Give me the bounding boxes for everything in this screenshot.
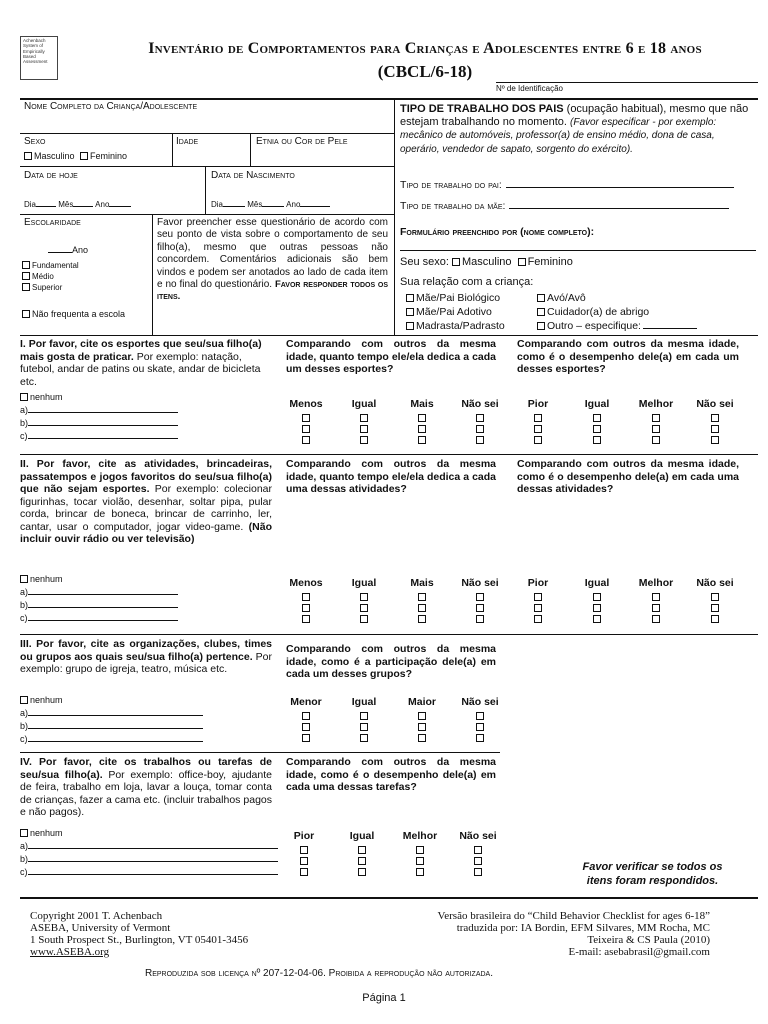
checkbox[interactable]	[476, 734, 484, 742]
col-header: Pior	[293, 830, 315, 842]
nenhum-label: nenhum	[30, 695, 63, 705]
checkbox[interactable]	[537, 308, 545, 316]
example-text: Por exemplo: office-boy, ajudante de feira, trabalho em loja, lavar a louça, tomar conta de crianças, fazer a cama etc. (incluir trabalhos pagos e não pagos).	[20, 768, 272, 818]
option-label: Não frequenta a escola	[32, 309, 126, 319]
answer-line[interactable]	[20, 733, 203, 746]
col-header: Mais	[410, 398, 434, 410]
logo-line: Achenbach	[23, 38, 46, 43]
scale-col	[692, 577, 738, 624]
checkbox[interactable]	[476, 604, 484, 612]
aseba-link[interactable]: www.ASEBA.org	[30, 946, 110, 958]
checkbox[interactable]	[360, 734, 368, 742]
tipo-hint: (Favor especificar - por exemplo: mecânico de automóveis, professor(a) de ensino médio, dona de casa, operário, vendedor de sapato, sorgento do exército).	[400, 116, 717, 155]
answer-line[interactable]	[20, 853, 278, 866]
copyright-line: ASEBA, University of Vermont	[30, 922, 171, 934]
divider	[172, 133, 173, 166]
checkbox[interactable]	[711, 414, 719, 422]
scale-col	[341, 577, 387, 624]
section-2-question	[20, 458, 272, 546]
scale-col	[283, 577, 329, 624]
col-header: Igual	[584, 577, 610, 589]
divider	[20, 214, 394, 215]
scale-col	[339, 830, 385, 877]
checkbox[interactable]	[416, 868, 424, 876]
answer-letter: c)	[20, 613, 28, 623]
checkbox[interactable]	[476, 615, 484, 623]
answer-line[interactable]	[20, 430, 178, 443]
checkbox[interactable]	[360, 723, 368, 731]
checkbox[interactable]	[406, 322, 414, 330]
scale-col	[399, 398, 445, 445]
section-1-compare-1: Comparando com outros da mesma idade, quanto tempo ele/ela dedica a cada um desses esportes?	[286, 338, 496, 375]
checkbox[interactable]	[302, 414, 310, 422]
checkbox[interactable]	[534, 604, 542, 612]
checkbox[interactable]	[416, 846, 424, 854]
etnia-label: Etnia ou Cor de Pele	[256, 136, 348, 147]
option-label: Mãe/Pai Adotivo	[416, 306, 492, 318]
option-label: Outro – especifique:	[547, 320, 641, 332]
checkbox[interactable]	[537, 322, 545, 330]
checkbox[interactable]	[652, 604, 660, 612]
footer-copyright	[30, 910, 248, 958]
checkbox[interactable]	[302, 436, 310, 444]
checkbox[interactable]	[360, 604, 368, 612]
checkbox[interactable]	[593, 615, 601, 623]
email-link[interactable]: E-mail: asebabrasil@gmail.com	[568, 946, 710, 958]
section-3-scale-1	[283, 696, 503, 743]
checkbox[interactable]	[476, 712, 484, 720]
checkbox[interactable]	[418, 712, 426, 720]
answer-letter: a)	[20, 841, 29, 851]
divider	[20, 335, 758, 336]
divider	[20, 166, 394, 167]
checkbox[interactable]	[534, 615, 542, 623]
answer-letter: b)	[20, 854, 29, 864]
answer-letter: c)	[20, 734, 28, 744]
checkbox[interactable]	[302, 604, 310, 612]
checkbox[interactable]	[300, 846, 308, 854]
checkbox[interactable]	[358, 868, 366, 876]
question-text: IV. Por favor, cite os trabalhos ou tarefas de seu/sua filho(a).	[20, 756, 272, 781]
checkbox[interactable]	[476, 425, 484, 433]
note-text: (Não incluir ouvir rádio ou ver televisão)	[20, 520, 272, 545]
option-label: Mãe/Pai Biológico	[416, 292, 501, 304]
mae-field[interactable]	[400, 200, 729, 212]
answer-line[interactable]	[20, 840, 278, 853]
tipo-title: TIPO DE TRABALHO DOS PAIS	[400, 103, 564, 115]
checkbox[interactable]	[652, 425, 660, 433]
section-2-compare-2: Comparando com outros da mesma idade, como é o desempenho dele(a) em cada uma dessas atividades?	[517, 458, 739, 495]
scale-col	[633, 577, 679, 624]
col-header: Pior	[527, 577, 549, 589]
logo-line: System of	[23, 43, 44, 49]
divider	[20, 454, 758, 455]
sexo-options	[24, 151, 127, 161]
version-line: traduzida por: IA Bordin, EFM Silvares, MM Rocha, MC	[456, 922, 710, 934]
copyright-line: Copyright 2001 T. Achenbach	[30, 910, 163, 922]
col-header: Melhor	[402, 830, 438, 842]
formulario-label: Formulário preenchido por (nome completo):	[400, 226, 595, 238]
section-2-scale-1	[283, 577, 503, 624]
version-line: Versão brasileira do “Child Behavior Checklist for ages 6-18”	[437, 910, 710, 922]
answer-letter: b)	[20, 721, 29, 731]
checkbox[interactable]	[476, 436, 484, 444]
checkbox[interactable]	[406, 308, 414, 316]
scale-col	[281, 830, 327, 877]
answer-letter: c)	[20, 867, 28, 877]
nenhum-label: nenhum	[30, 392, 63, 402]
col-header: Não sei	[461, 696, 499, 708]
checkbox[interactable]	[534, 593, 542, 601]
checkbox[interactable]	[360, 425, 368, 433]
nome-label: Nome Completo da Criança/Adolescente	[24, 101, 198, 112]
checkbox[interactable]	[534, 414, 542, 422]
scale-col	[457, 398, 503, 445]
option-label: Cuidador(a) de abrigo	[547, 306, 650, 318]
checkbox[interactable]	[476, 593, 484, 601]
question-text: III. Por favor, cite as organizações, clubes, times ou grupos aos quais seu/sua filho(a) pertence.	[20, 638, 272, 663]
question-text: II. Por favor, cite as atividades, brincadeiras, passatempos e jogos favoritos do seu/sua filho(a) que não sejam esportes.	[20, 458, 272, 495]
checkbox[interactable]	[24, 152, 32, 160]
id-number-field[interactable]	[496, 82, 758, 93]
option-label: Feminino	[90, 151, 128, 161]
answer-letter: a)	[20, 405, 29, 415]
checkbox[interactable]	[652, 615, 660, 623]
col-header: Melhor	[638, 398, 674, 410]
idade-label: Idade	[176, 136, 199, 147]
checkbox[interactable]	[22, 283, 30, 291]
aseba-logo	[20, 36, 58, 80]
col-header: Maior	[407, 696, 436, 708]
scale-col	[574, 398, 620, 445]
instructions-text: Favor preencher esse questionário de acordo com seu ponto de vista sobre o comportamento de seu filho(a), mesmo que outras pessoas não concordem. Comentários adicionais são bem vindos e podem ser anotados ao lado de cada item e no final do questionário.	[157, 217, 388, 291]
checkbox[interactable]	[22, 310, 30, 318]
nenhum-label: nenhum	[30, 828, 63, 838]
escolaridade-label: Escolaridade	[24, 217, 81, 228]
checkbox[interactable]	[593, 414, 601, 422]
question-text: I. Por favor, cite os esportes que seu/sua filho(a) mais gosta de praticar.	[20, 338, 262, 363]
checkbox[interactable]	[476, 723, 484, 731]
checkbox[interactable]	[360, 414, 368, 422]
checkbox[interactable]	[711, 425, 719, 433]
section-3-question	[20, 638, 272, 676]
escolaridade-options	[22, 260, 79, 293]
scale-col	[457, 577, 503, 624]
col-header: Igual	[351, 696, 377, 708]
col-header: Igual	[351, 398, 377, 410]
answer-letter: a)	[20, 708, 29, 718]
tipo-trabalho-block	[400, 103, 756, 156]
checkbox[interactable]	[302, 425, 310, 433]
footer-version	[370, 910, 710, 958]
col-header: Melhor	[638, 577, 674, 589]
ano-label: Ano	[72, 245, 89, 255]
checkbox[interactable]	[300, 868, 308, 876]
checkbox[interactable]	[711, 593, 719, 601]
checkbox[interactable]	[593, 593, 601, 601]
col-header: Menos	[289, 577, 323, 589]
section-2-answers	[20, 573, 178, 625]
checkbox[interactable]	[534, 425, 542, 433]
checkbox[interactable]	[300, 857, 308, 865]
scale-col	[574, 577, 620, 624]
col-header: Não sei	[459, 830, 497, 842]
col-header: Não sei	[696, 577, 734, 589]
checkbox[interactable]	[406, 294, 414, 302]
footer-license: Reproduzida sob licença nº 207-12-04-06. Proibida a reprodução não autorizada.	[145, 968, 494, 979]
nenhum-label: nenhum	[30, 574, 63, 584]
answer-line[interactable]	[20, 866, 278, 879]
example-text: Por exemplo: natação, futebol, andar de patins ou skate, andar de bicicleta etc.	[20, 350, 261, 388]
divider	[20, 634, 758, 635]
checkbox[interactable]	[537, 294, 545, 302]
answer-line[interactable]	[20, 417, 178, 430]
checkbox[interactable]	[652, 414, 660, 422]
divider	[205, 166, 206, 214]
checkbox[interactable]	[593, 425, 601, 433]
checkbox[interactable]	[20, 829, 28, 837]
checkbox[interactable]	[474, 857, 482, 865]
logo-line: Empirically	[23, 48, 45, 54]
option-label: Superior	[32, 283, 63, 292]
ano-label: Ano	[95, 200, 110, 209]
checkbox[interactable]	[652, 436, 660, 444]
section-4-question	[20, 756, 272, 819]
section-2-scale-2	[515, 577, 738, 624]
scale-col	[341, 696, 387, 743]
dia-label: Dia	[24, 200, 37, 209]
page-title: Inventário de Comportamentos para Crianças e Adolescentes entre 6 e 18 anos	[148, 40, 702, 57]
checkbox[interactable]	[418, 414, 426, 422]
checkbox[interactable]	[474, 846, 482, 854]
relacao-label: Sua relação com a criança:	[400, 276, 534, 288]
example-text: Por exemplo: colecionar figurinhas, tocar violão, desenhar, soltar pipa, pular corda, brincar de boneca, brincar de carrinho, ler, cantar, usar o computador, jogar video-game.	[20, 483, 273, 533]
checkbox[interactable]	[418, 734, 426, 742]
checkbox[interactable]	[360, 615, 368, 623]
scale-col	[399, 577, 445, 624]
nao-frequenta-option[interactable]	[22, 309, 125, 319]
checkbox[interactable]	[80, 152, 88, 160]
example-text: Por exemplo: grupo de igreja, teatro, música etc.	[20, 650, 272, 675]
checkbox[interactable]	[302, 723, 310, 731]
option-label: Médio	[32, 272, 54, 281]
checkbox[interactable]	[418, 615, 426, 623]
col-header: Igual	[584, 398, 610, 410]
pai-field[interactable]	[400, 179, 734, 191]
divider	[20, 133, 394, 134]
data-nasc-label: Data de Nascimento	[211, 170, 295, 181]
checkbox[interactable]	[358, 857, 366, 865]
section-4-answers	[20, 827, 278, 879]
checkbox[interactable]	[302, 734, 310, 742]
answer-line[interactable]	[20, 586, 178, 599]
option-label: Fundamental	[32, 261, 79, 270]
version-line: Teixeira & CS Paula (2010)	[587, 934, 710, 946]
scale-col	[633, 398, 679, 445]
checkbox[interactable]	[360, 593, 368, 601]
col-header: Não sei	[461, 398, 499, 410]
checkbox[interactable]	[360, 436, 368, 444]
option-label: Masculino	[34, 151, 75, 161]
tipo-title-rest: (ocupação habitual), mesmo que não estejam trabalhando no momento.	[400, 103, 749, 128]
relacao-options	[406, 291, 756, 333]
col-header: Igual	[349, 830, 375, 842]
section-3-answers	[20, 694, 203, 746]
section-2-compare-1: Comparando com outros da mesma idade, quanto tempo ele/ela dedica a cada uma dessas atividades?	[286, 458, 496, 495]
answer-letter: c)	[20, 431, 28, 441]
option-label: Avó/Avô	[547, 292, 586, 304]
section-1-scale-2	[515, 398, 738, 445]
checkbox[interactable]	[20, 696, 28, 704]
checkbox[interactable]	[302, 712, 310, 720]
checkbox[interactable]	[418, 593, 426, 601]
scale-col	[397, 830, 443, 877]
checkbox[interactable]	[360, 712, 368, 720]
logo-line: Based	[23, 53, 36, 59]
divider	[20, 752, 500, 753]
checkbox[interactable]	[474, 868, 482, 876]
mes-label: Mês	[247, 200, 263, 209]
section-4-compare-1: Comparando com outros da mesma idade, como é o desempenho dele(a) em cada uma dessas tarefas?	[286, 756, 496, 793]
col-header: Menos	[289, 398, 323, 410]
seu-sexo	[400, 256, 573, 268]
answer-line[interactable]	[20, 599, 178, 612]
checkbox[interactable]	[518, 258, 526, 266]
mes-label: Mês	[58, 200, 74, 209]
pai-label: Tipo de trabalho do pai:	[400, 179, 502, 191]
option-label: Feminino	[527, 256, 573, 268]
col-header: Mais	[410, 577, 434, 589]
copyright-line: 1 South Prospect St., Burlington, VT 05401-3456	[30, 934, 249, 946]
ano-label: Ano	[286, 200, 301, 209]
checkbox[interactable]	[418, 723, 426, 731]
answer-line[interactable]	[20, 612, 178, 625]
checkbox[interactable]	[20, 575, 28, 583]
section-1-scale-1	[283, 398, 503, 445]
scale-col	[515, 398, 561, 445]
verify-note: Favor verificar se todos os itens foram respondidos.	[582, 861, 723, 887]
checkbox[interactable]	[302, 593, 310, 601]
col-header: Não sei	[461, 577, 499, 589]
checkbox[interactable]	[652, 593, 660, 601]
checkbox[interactable]	[534, 436, 542, 444]
answer-line[interactable]	[20, 720, 203, 733]
checkbox[interactable]	[593, 436, 601, 444]
checkbox[interactable]	[476, 414, 484, 422]
answer-letter: a)	[20, 587, 29, 597]
instructions	[157, 217, 388, 304]
ano-field[interactable]	[48, 245, 88, 255]
answer-line[interactable]	[20, 404, 178, 417]
seu-sexo-label: Seu sexo:	[400, 256, 449, 268]
checkbox[interactable]	[418, 425, 426, 433]
mae-label: Tipo de trabalho da mãe:	[400, 200, 506, 212]
checkbox[interactable]	[358, 846, 366, 854]
checkbox[interactable]	[711, 604, 719, 612]
checkbox[interactable]	[452, 258, 460, 266]
scale-col	[455, 830, 501, 877]
col-header: Não sei	[696, 398, 734, 410]
section-3-compare-1: Comparando com outros da mesma idade, como é a participação dele(a) em cada um desses grupos?	[286, 643, 496, 680]
checkbox[interactable]	[416, 857, 424, 865]
checkbox[interactable]	[711, 436, 719, 444]
option-label: Masculino	[461, 256, 512, 268]
section-1-question	[20, 338, 272, 388]
section-4-scale-1	[281, 830, 501, 877]
data-hoje-field[interactable]	[24, 200, 131, 209]
sexo-label: Sexo	[24, 136, 46, 147]
checkbox[interactable]	[302, 615, 310, 623]
page-number: Página 1	[362, 992, 406, 1004]
divider	[20, 98, 758, 100]
scale-col	[399, 696, 445, 743]
instructions-bold: Favor responder todos os itens.	[157, 279, 388, 303]
data-nasc-field[interactable]	[211, 200, 330, 209]
scale-col	[515, 577, 561, 624]
data-hoje-label: Data de hoje	[24, 170, 78, 181]
answer-line[interactable]	[20, 707, 203, 720]
logo-line: Assessment	[23, 59, 48, 65]
checkbox[interactable]	[20, 393, 28, 401]
col-header: Menor	[290, 696, 322, 708]
id-label: Nº de Identificação	[496, 84, 563, 93]
checkbox[interactable]	[418, 436, 426, 444]
scale-col	[283, 696, 329, 743]
scale-col	[457, 696, 503, 743]
section-1-answers	[20, 391, 178, 443]
dia-label: Dia	[211, 200, 224, 209]
formulario-field[interactable]	[400, 250, 756, 251]
section-1-compare-2: Comparando com outros da mesma idade, como é o desempenho dele(a) em cada um desses esportes?	[517, 338, 739, 375]
divider	[250, 133, 251, 166]
checkbox[interactable]	[593, 604, 601, 612]
checkbox[interactable]	[418, 604, 426, 612]
divider	[394, 98, 395, 335]
answer-letter: b)	[20, 600, 29, 610]
col-header: Igual	[351, 577, 377, 589]
checkbox[interactable]	[22, 272, 30, 280]
answer-letter: b)	[20, 418, 29, 428]
col-header: Pior	[527, 398, 549, 410]
scale-col	[692, 398, 738, 445]
divider	[20, 897, 758, 899]
divider	[152, 214, 153, 335]
checkbox[interactable]	[711, 615, 719, 623]
checkbox[interactable]	[22, 261, 30, 269]
page-subtitle: (CBCL/6-18)	[377, 62, 473, 81]
scale-col	[283, 398, 329, 445]
scale-col	[341, 398, 387, 445]
option-label: Madrasta/Padrasto	[416, 320, 505, 332]
